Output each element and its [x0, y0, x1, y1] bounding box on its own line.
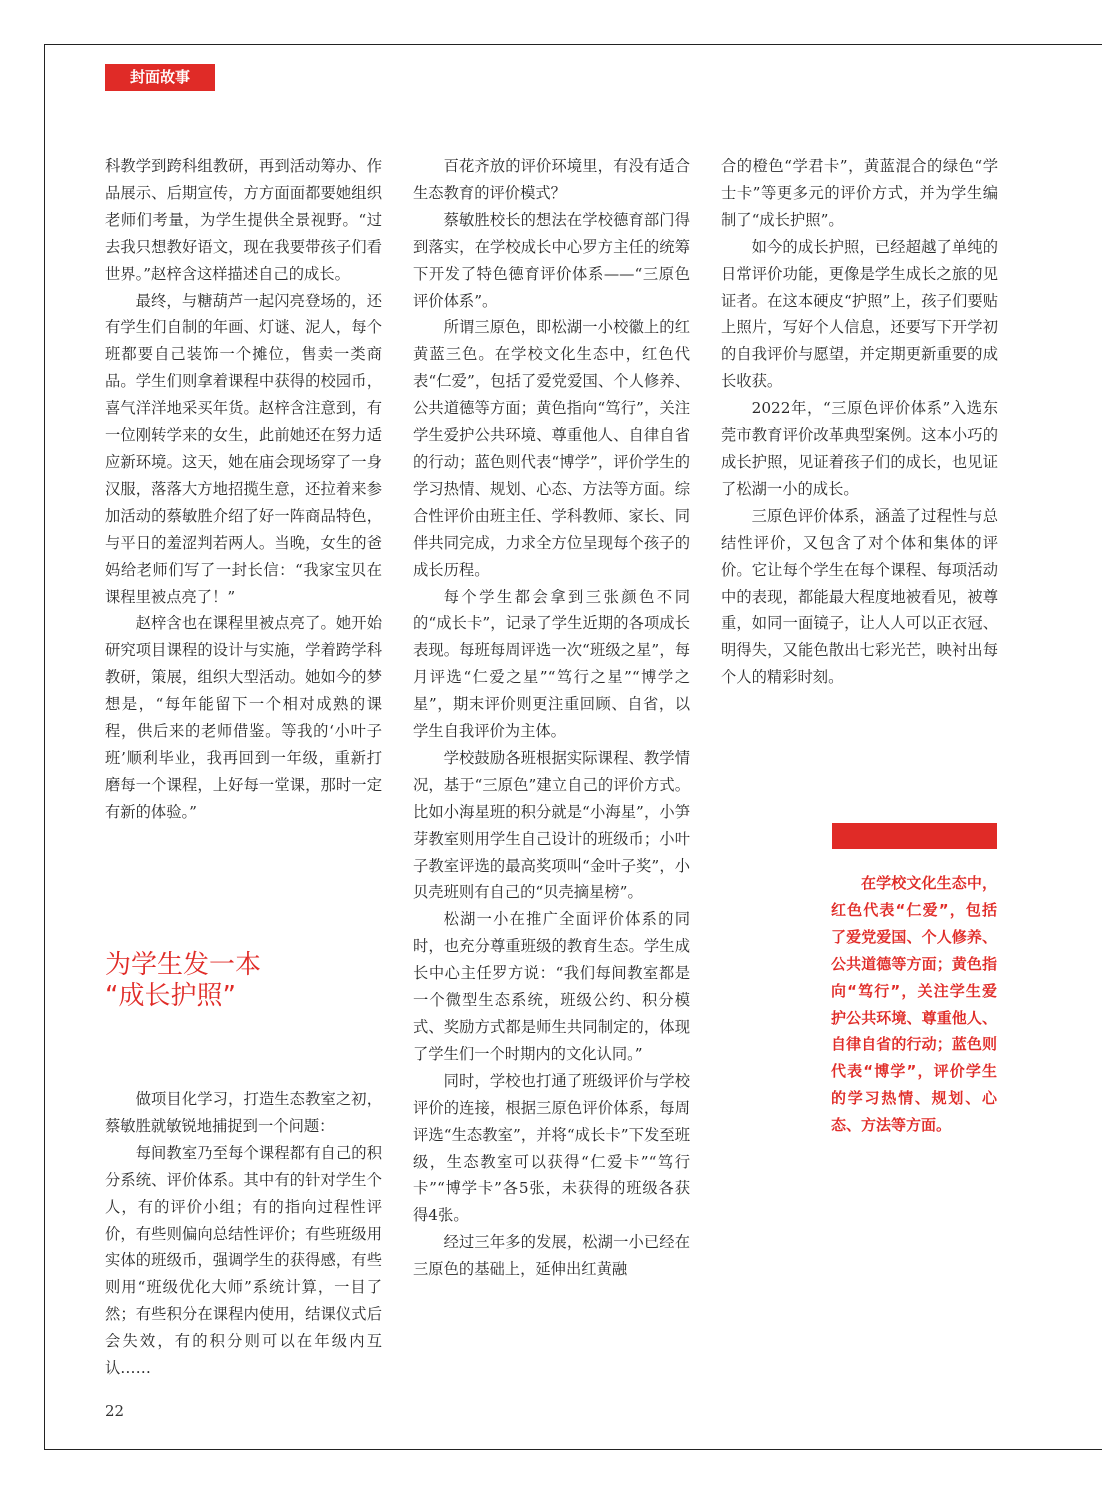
paragraph: 所谓三原色，即松湖一小校徽上的红黄蓝三色。在学校文化生态中，红色代表“仁爱”，包括了爱党爱国、个人修养、公共道德等方面；黄色指向“笃行”，关注学生爱护公共环境、尊重他人、自律自省的行动；蓝色则代表“博学”，评价学生的学习热情、规划、心态、方法等方面。综合性评价由班主任、学科教师、家长、同伴共同完成，力求全方位呈现每个孩子的成长历程。 — [413, 318, 690, 579]
subheading — [105, 950, 385, 1012]
paragraph: 赵梓含也在课程里被点亮了。她开始研究项目课程的设计与实施，学着跨学科教研，策展，组织大型活动。她如今的梦想是，“每年能留下一个相对成熟的课程，供后来的老师借鉴。等我的‘小叶子班’顺利毕业，我再回到一年级，重新打磨每一个课程，上好每一堂课，那时一定有新的体验。” — [105, 614, 382, 821]
paragraph: 三原色评价体系，涵盖了过程性与总结性评价，又包含了对个体和集体的评价。它让每个学生在每个课程、每项活动中的表现，都能最大程度地被看见，被尊重，如同一面镜子，让人人可以正衣冠、明得失，又能色散出七彩光芒，映衬出每个人的精彩时刻。 — [721, 506, 998, 687]
paragraph: 蔡敏胜校长的想法在学校德育部门得到落实，在学校成长中心罗方主任的统筹下开发了特色德育评价体系——“三原色评价体系”。 — [413, 210, 690, 310]
paragraph: 科教学到跨科组教研，再到活动筹办、作品展示、后期宣传，方方面面都要她组织老师们考量，为学生提供全景视野。“过去我只想教好语文，现在我要带孩子们看世界。”赵梓含这样描述自己的成长。 — [105, 157, 382, 283]
paragraph: 经过三年多的发展，松湖一小已经在三原色的基础上，延伸出红黄融 — [413, 1233, 690, 1279]
pull-quote-bar — [832, 823, 997, 849]
page-number: 22 — [105, 1402, 125, 1420]
paragraph: 每间教室乃至每个课程都有自己的积分系统、评价体系。其中有的针对学生个人，有的评价小组；有的指向过程性评价，有些则偏向总结性评价；有些班级用实体的班级币，强调学生的获得感，有些则用“班级优化大师”系统计算，一目了然；有些积分在课程内使用，结课仪式后会失效，有的积分则可以在年级内互认…… — [105, 1143, 382, 1378]
paragraph: 同时，学校也打通了班级评价与学校评价的连接，根据三原色评价体系，每周评选“生态教室”，并将“成长卡”下发至班级，生态教室可以获得“仁爱卡”“笃行卡”“博学卡”各5张，未获得的班级各获得4张。 — [413, 1071, 690, 1225]
paragraph: 百花齐放的评价环境里，有没有适合生态教育的评价模式？ — [413, 157, 690, 202]
paragraph: 2022年，“三原色评价体系”入选东莞市教育评价改革典型案例。这本小巧的成长护照，见证着孩子们的成长，也见证了松湖一小的成长。 — [721, 399, 998, 498]
column-1-top — [105, 153, 382, 826]
paragraph: 如今的成长护照，已经超越了单纯的日常评价功能，更像是学生成长之旅的见证者。在这本硬皮“护照”上，孩子们要贴上照片，写好个人信息，还要写下开学初的自我评价与愿望，并定期更新重要的成长收获。 — [721, 237, 998, 391]
column-2 — [413, 153, 690, 1283]
section-tag: 封面故事 — [105, 64, 215, 91]
paragraph: 每个学生都会拿到三张颜色不同的“成长卡”，记录了学生近期的各项成长表现。每班每周评选一次“班级之星”，每月评选“仁爱之星”“笃行之星”“博学之星”，期末评价则更注重回顾、自省，以学生自我评价为主体。 — [413, 587, 690, 741]
paragraph: 合的橙色“学君卡”，黄蓝混合的绿色“学士卡”等更多元的评价方式，并为学生编制了“成长护照”。 — [721, 157, 998, 229]
paragraph: 最终，与糖葫芦一起闪亮登场的，还有学生们自制的年画、灯谜、泥人，每个班都要自己装饰一个摊位，售卖一类商品。学生们则拿着课程中获得的校园币，喜气洋洋地采买年货。赵梓含注意到，有一位刚转学来的女生，此前她还在努力适应新环境。这天，她在庙会现场穿了一身汉服，落落大方地招揽生意，还拉着来参加活动的蔡敏胜介绍了好一阵商品特色，与平日的羞涩判若两人。当晚，女生的爸妈给老师们写了一封长信：“我家宝贝在课程里被点亮了！” — [105, 291, 382, 606]
subheading-line-1: 为学生发一本 — [105, 950, 262, 980]
paragraph: 学校鼓励各班根据实际课程、教学情况，基于“三原色”建立自己的评价方式。比如小海星班的积分就是“小海星”，小笋芽教室则用学生自己设计的班级币；小叶子教室评选的最高奖项叫“金叶子奖”，小贝壳班则有自己的“贝壳摘星榜”。 — [413, 748, 690, 902]
column-3 — [721, 153, 998, 691]
column-1-bottom — [105, 1086, 382, 1382]
subheading-line-2: “成长护照” — [105, 981, 236, 1011]
paragraph: 做项目化学习，打造生态教室之初，蔡敏胜就敏锐地捕捉到一个问题： — [105, 1090, 382, 1135]
pull-quote: 在学校文化生态中，红色代表“仁爱”，包括了爱党爱国、个人修养、公共道德等方面；黄色指向“笃行”，关注学生爱护公共环境、尊重他人、自律自省的行动；蓝色则代表“博学”，评价学生的学习热情、规划、心态、方法等方面。 — [831, 874, 997, 1135]
paragraph: 松湖一小在推广全面评价体系的同时，也充分尊重班级的教育生态。学生成长中心主任罗方说：“我们每间教室都是一个微型生态系统，班级公约、积分模式、奖励方式都是师生共同制定的，体现了学生们一个时期内的文化认同。” — [413, 910, 690, 1063]
